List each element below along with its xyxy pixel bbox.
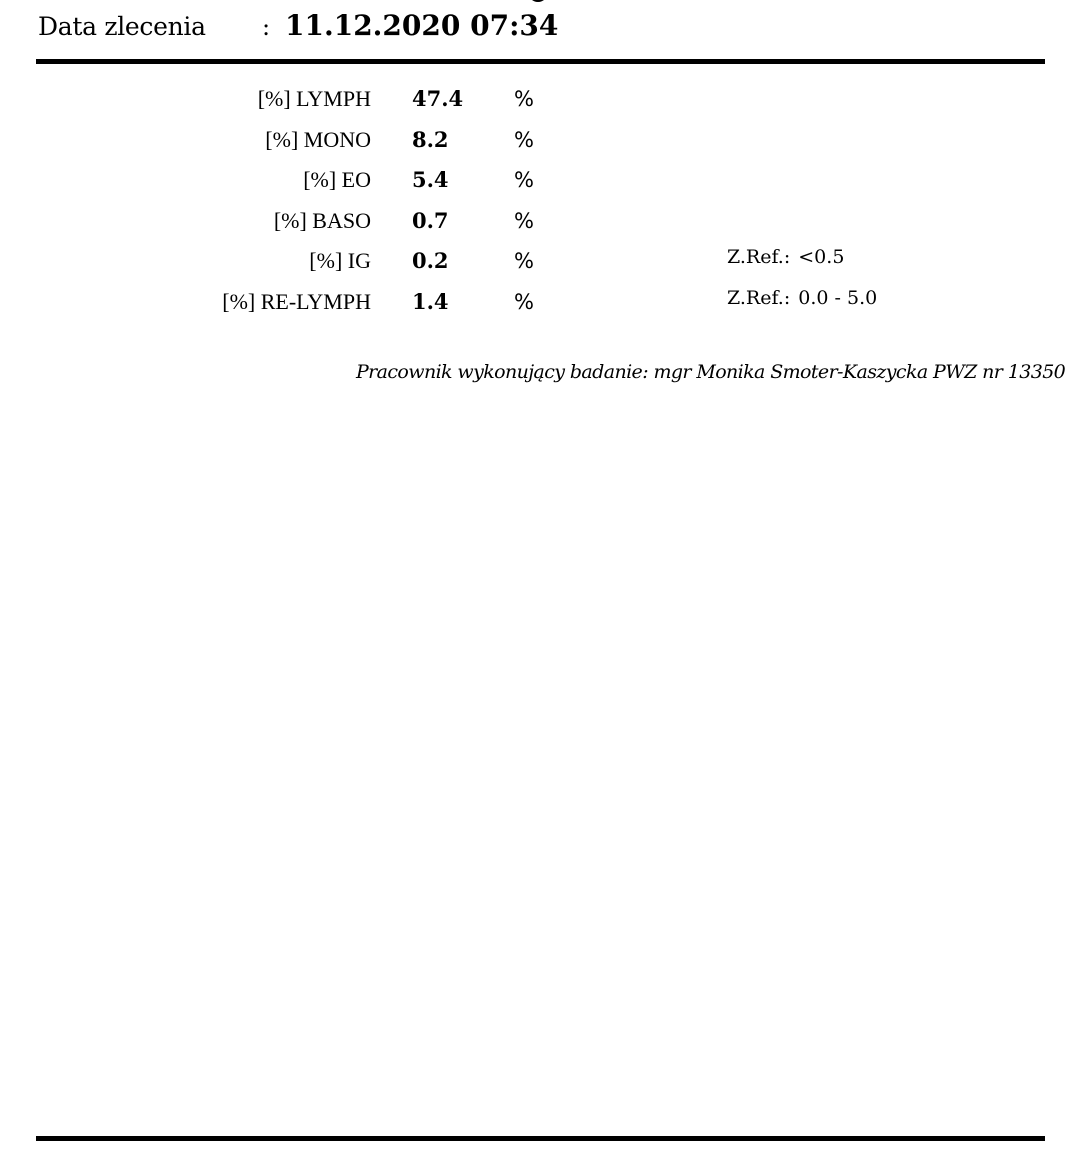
result-unit: % bbox=[514, 209, 534, 233]
result-name: [%] LYMPH bbox=[257, 86, 371, 111]
cropped-text-fragment bbox=[528, 0, 548, 2]
result-name: [%] MONO bbox=[265, 127, 371, 152]
result-row-baso bbox=[0, 208, 1080, 238]
result-row-eo bbox=[0, 167, 1080, 197]
performed-by-note: Pracownik wykonujący badanie: mgr Monika Smoter-Kaszycka PWZ nr 13350 bbox=[356, 361, 1066, 383]
result-row-ig bbox=[0, 248, 1080, 278]
result-unit: % bbox=[514, 290, 534, 314]
result-unit: % bbox=[514, 249, 534, 273]
result-unit: % bbox=[514, 168, 534, 192]
result-unit: % bbox=[514, 128, 534, 152]
order-date-label: Data zlecenia bbox=[38, 12, 206, 41]
result-unit: % bbox=[514, 87, 534, 111]
order-date-colon: : bbox=[262, 13, 271, 41]
reference-label: Z.Ref.: bbox=[727, 246, 791, 268]
result-name: [%] BASO bbox=[273, 208, 371, 233]
reference-label: Z.Ref.: bbox=[727, 287, 791, 309]
reference-range bbox=[727, 287, 877, 309]
result-row-mono bbox=[0, 127, 1080, 157]
top-divider bbox=[36, 59, 1045, 64]
result-value: 1.4 bbox=[412, 289, 449, 314]
result-row-re-lymph bbox=[0, 289, 1080, 319]
result-value: 5.4 bbox=[412, 167, 449, 192]
result-row-lymph bbox=[0, 86, 1080, 116]
result-name: [%] IG bbox=[309, 248, 371, 273]
bottom-divider bbox=[36, 1136, 1045, 1141]
result-value: 0.7 bbox=[412, 208, 449, 233]
result-name: [%] EO bbox=[303, 167, 371, 192]
result-value: 0.2 bbox=[412, 248, 449, 273]
result-value: 47.4 bbox=[412, 86, 464, 111]
reference-value: <0.5 bbox=[798, 246, 845, 268]
reference-range bbox=[727, 246, 844, 268]
result-value: 8.2 bbox=[412, 127, 449, 152]
reference-value: 0.0 - 5.0 bbox=[798, 287, 878, 309]
result-name: [%] RE-LYMPH bbox=[222, 289, 371, 314]
order-date-value: 11.12.2020 07:34 bbox=[285, 9, 559, 42]
